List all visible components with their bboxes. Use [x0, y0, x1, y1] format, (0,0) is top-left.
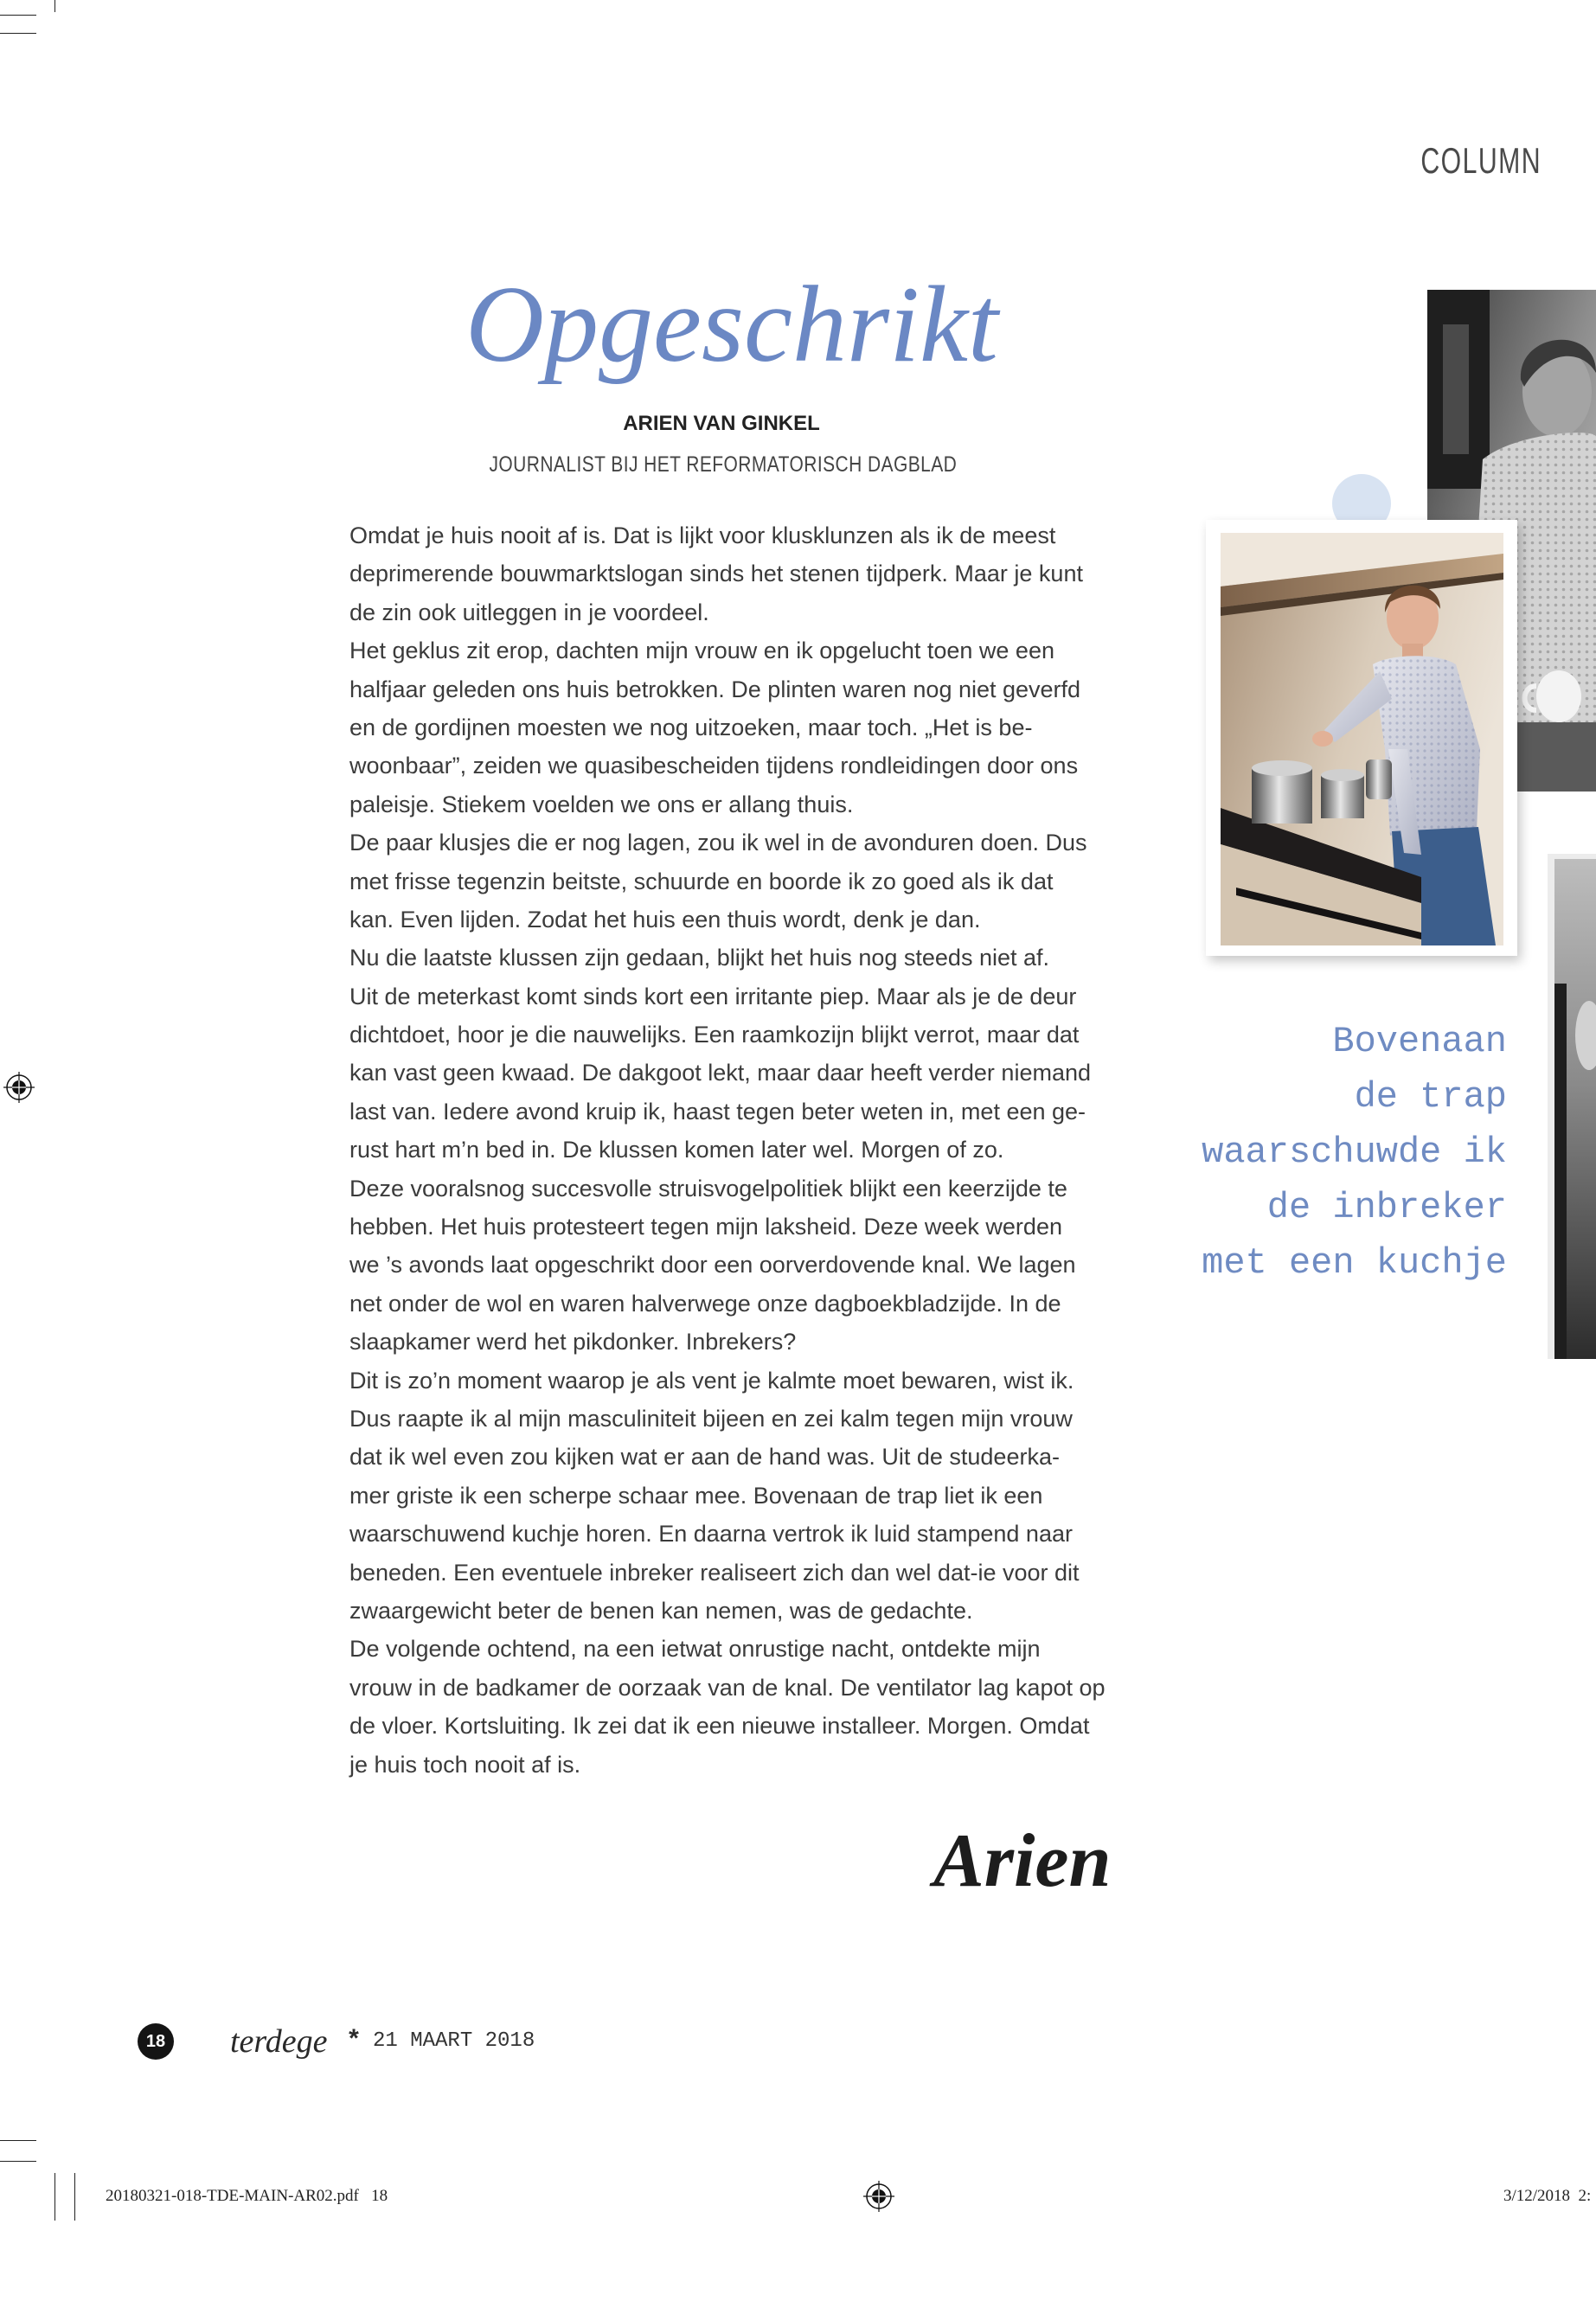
author-role-text: JOURNALIST BIJ HET REFORMATORISCH DAGBLAD — [489, 452, 958, 477]
author-name: ARIEN VAN GINKEL — [623, 412, 820, 435]
body-line: vrouw in de badkamer de oorzaak van de knal. De ventilator lag kapot op — [349, 1674, 1106, 1701]
crop-mark — [74, 2173, 75, 2221]
body-line: Dit is zo’n moment waarop je als vent je kalmte moet bewaren, wist ik. — [349, 1367, 1074, 1394]
body-line: de vloer. Kortsluiting. Ik zei dat ik een nieuwe installeer. Morgen. Omdat — [349, 1713, 1090, 1740]
pull-quote-line: waarschuwde ik — [1202, 1131, 1507, 1173]
body-line: Omdat je huis nooit af is. Dat is lijkt voor klusklunzen als ik de meest — [349, 522, 1056, 548]
author-role — [377, 452, 1069, 478]
body-line: Dus raapte ik al mijn masculiniteit bijeen en zei kalm tegen mijn vrouw — [349, 1405, 1073, 1432]
pull-quote-line: Bovenaan — [1332, 1021, 1507, 1062]
crop-mark — [54, 0, 55, 12]
body-line: rust hart m’n bed in. De klussen komen later wel. Morgen of zo. — [349, 1137, 1004, 1163]
crop-mark — [0, 2140, 36, 2141]
body-line: mer griste ik een scherpe schaar mee. Bovenaan de trap liet ik een — [349, 1482, 1043, 1509]
kitchen-photo — [1221, 533, 1503, 945]
body-line: en de gordijnen moesten we nog uitzoeken, maar toch. „Het is be- — [349, 714, 1033, 740]
pot-lid — [1321, 769, 1364, 781]
table — [1505, 722, 1596, 792]
registration-mark-left — [3, 1072, 35, 1103]
body-line: De paar klusjes die er nog lagen, zou ik wel in de avonduren doen. Dus — [349, 830, 1087, 856]
crop-mark — [54, 2173, 55, 2221]
body-line: slaapkamer werd het pikdonker. Inbrekers? — [349, 1329, 797, 1356]
section-label: COLUMN — [1420, 140, 1542, 181]
body-line: De volgende ochtend, na een ietwat onrustige nacht, ontdekte mijn — [349, 1636, 1041, 1663]
cooking-pot-large — [1252, 768, 1312, 824]
body-line: net onder de wol en waren halverwege onze dagboekbladzijde. In de — [349, 1290, 1061, 1317]
body-line: Deze vooralsnog succesvolle struisvogelpolitiek blijkt een keerzijde te — [349, 1175, 1067, 1202]
page-number-badge: 18 — [138, 2023, 174, 2060]
dark-panel — [1554, 984, 1567, 1359]
magazine-logo: terdege — [230, 2023, 328, 2060]
article-body — [349, 516, 1106, 1784]
kitchen-photo-image — [1221, 533, 1503, 945]
body-line: dichtdoet, hoor je die nauwelijks. Een raamkozijn blijkt verrot, maar dat — [349, 1022, 1080, 1048]
footer-separator: * — [346, 2027, 362, 2056]
body-line: zwaargewicht beter de benen kan nemen, was de gedachte. — [349, 1597, 973, 1624]
crop-mark — [0, 15, 36, 16]
cooking-pot-small — [1321, 775, 1364, 818]
kitchen-photo-frame — [1206, 520, 1517, 956]
body-line: kan vast geen kwaad. De dakgoot lekt, maar daar heeft verder niemand — [349, 1060, 1091, 1086]
window-light — [1443, 324, 1469, 454]
body-line: dat ik wel even zou kijken wat er aan de hand was. Uit de studeerka- — [349, 1444, 1060, 1471]
kettle — [1366, 760, 1392, 799]
print-slug-file — [106, 2186, 388, 2207]
body-line: deprimerende bouwmarktslogan sinds het stenen tijdperk. Maar je kunt — [349, 561, 1083, 587]
person-hand — [1312, 731, 1333, 747]
body-line: beneden. Een eventuele inbreker realiseert zich dan wel dat-ie voor dit — [349, 1559, 1080, 1586]
crop-mark — [0, 33, 36, 34]
body-line: hebben. Het huis protesteert tegen mijn laksheid. Deze week werden — [349, 1214, 1062, 1240]
portrait-photo-edge-image — [1548, 854, 1596, 1359]
body-line: woonbaar”, zeiden we quasibescheiden tijdens rondleidingen door ons — [349, 753, 1079, 779]
white-mug — [1536, 670, 1581, 722]
registration-mark-bottom — [863, 2181, 894, 2212]
body-line: Uit de meterkast komt sinds kort een irritante piep. Maar als je de deur — [349, 983, 1077, 1009]
body-line: waarschuwend kuchje horen. En daarna vertrok ik luid stampend naar — [349, 1521, 1073, 1548]
crop-mark — [0, 2161, 36, 2162]
pull-quote-line: de trap — [1354, 1076, 1507, 1118]
pot-lid — [1252, 760, 1312, 776]
body-line: Het geklus zit erop, dachten mijn vrouw en ik opgelucht toen we een — [349, 638, 1054, 664]
slug-page: 18 — [371, 2187, 388, 2205]
print-slug-timestamp: 3/12/2018 2: — [1503, 2187, 1592, 2205]
slug-filename: 20180321-018-TDE-MAIN-AR02.pdf — [106, 2187, 359, 2205]
body-line: halfjaar geleden ons huis betrokken. De plinten waren nog niet geverfd — [349, 676, 1081, 702]
body-line: Nu die laatste klussen zijn gedaan, blijkt het huis nog steeds niet af. — [349, 945, 1049, 971]
pull-quote — [1144, 1014, 1507, 1291]
pull-quote-line: de inbreker — [1266, 1187, 1507, 1228]
body-line: kan. Even lijden. Zodat het huis een thuis wordt, denk je dan. — [349, 906, 981, 933]
article-title: Opgeschrikt — [465, 265, 998, 385]
body-line: je huis toch nooit af is. — [349, 1751, 581, 1778]
body-line: last van. Iedere avond kruip ik, haast tegen beter weten in, met een ge- — [349, 1098, 1086, 1125]
body-line: de zin ook uitleggen in je voordeel. — [349, 599, 709, 625]
body-line: we ’s avonds laat opgeschrikt door een oorverdovende knal. We lagen — [349, 1252, 1076, 1279]
issue-date: 21 MAART 2018 — [373, 2029, 535, 2053]
pull-quote-line: met een kuchje — [1202, 1242, 1507, 1284]
body-line: met frisse tegenzin beitste, schuurde en boorde ik zo goed als ik dat — [349, 868, 1054, 894]
portrait-photo-right-edge — [1548, 854, 1596, 1359]
author-signature: Arien — [933, 1819, 1112, 1903]
body-line: paleisje. Stiekem voelden we ons er allang thuis. — [349, 791, 854, 817]
